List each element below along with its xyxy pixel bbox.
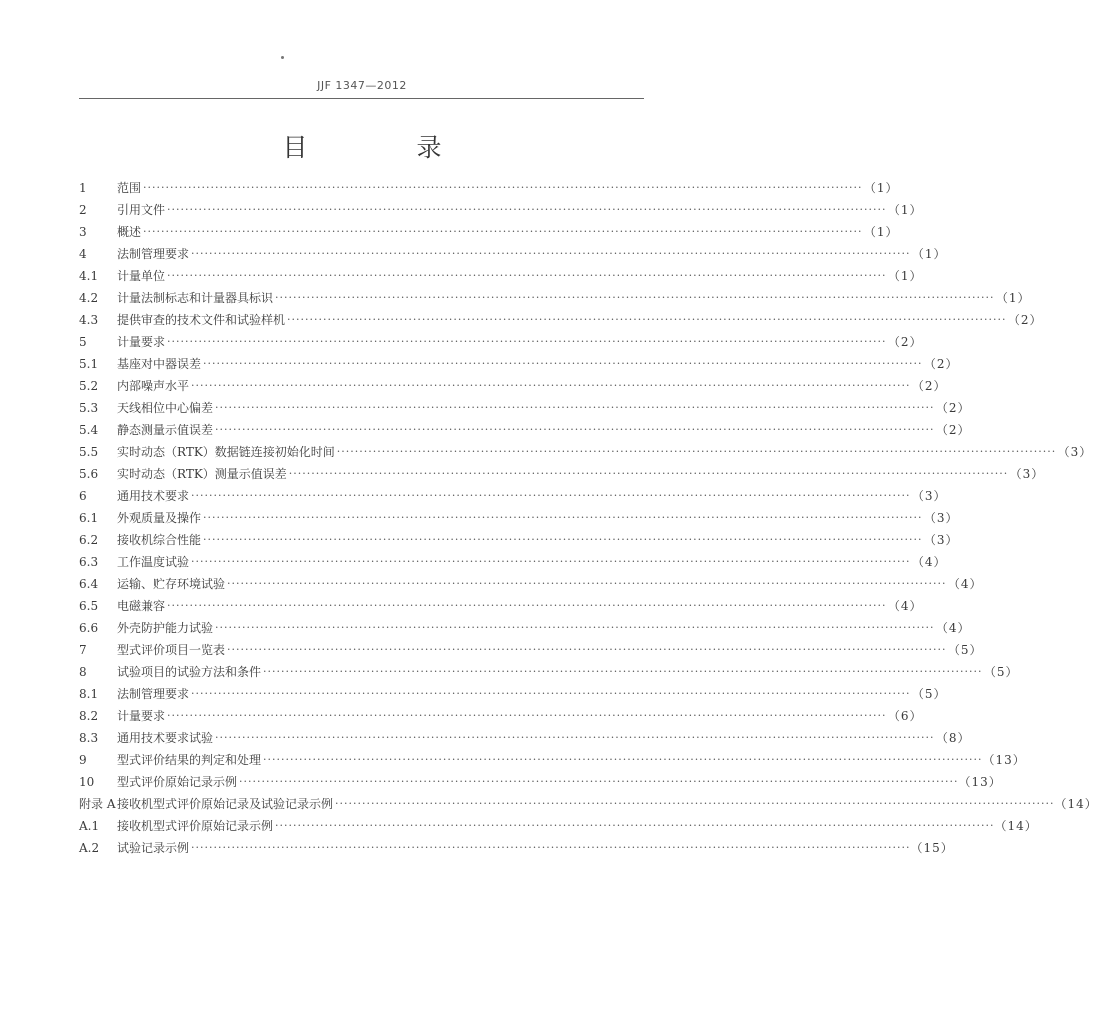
toc-leader-dots: ································································································································································ [275,819,995,832]
toc-leader-dots: ································································································································································ [215,401,935,414]
toc-leader-dots: ································································································································································ [275,291,995,304]
toc-leader-dots: ································································································································································ [191,687,911,700]
toc-entry-number: A.2 [79,841,100,855]
toc-leader-dots: ································································································································································ [203,357,923,370]
toc-entry-page: （4） [947,577,983,591]
toc-entry-number: 5.1 [79,357,99,371]
toc-entry-page: （5） [911,687,947,701]
toc-entry [79,661,1019,683]
toc-entry-title: 外壳防护能力试验 [117,621,214,635]
toc-entry [79,419,971,441]
toc-entry-page: （4） [887,599,923,613]
toc-leader-dots: ································································································································································ [335,797,1055,810]
toc-entry-title: 引用文件 [117,203,166,217]
toc-entry-title: 计量要求 [117,335,166,349]
toc-entry-page: （8） [935,731,971,745]
toc-entry-number: 5.5 [79,445,99,459]
toc-leader-dots: ································································································································································ [203,533,923,546]
toc-entry-title: 法制管理要求 [117,687,190,701]
toc-entry [79,639,983,661]
toc-leader-dots: ································································································································································ [203,511,923,524]
toc-leader-dots: ································································································································································ [143,225,863,238]
toc-entry [79,837,954,859]
toc-entry [79,441,1093,463]
toc-entry-page: （1） [911,247,947,261]
toc-entry [79,309,1043,331]
toc-entry [79,199,923,221]
toc-entry-page: （1） [995,291,1031,305]
toc-entry-number: 5.6 [79,467,99,481]
toc-entry-title: 工作温度试验 [117,555,190,569]
toc-entry-page: （3） [923,533,959,547]
toc-entry-title: 型式评价结果的判定和处理 [117,753,262,767]
toc-entry-title: 法制管理要求 [117,247,190,261]
toc-entry-number: 6.6 [79,621,99,635]
toc-entry-number: 4.2 [79,291,99,305]
toc-entry-number: 8.2 [79,709,99,723]
toc-entry-page: （2） [911,379,947,393]
toc-entry-number: 7 [79,643,87,657]
toc-entry-number: 6.1 [79,511,99,525]
toc-entry-title: 接收机型式评价原始记录示例 [117,819,274,833]
toc-entry [79,529,959,551]
toc-entry-number: 附录 A [79,797,116,811]
toc-entry-title: 基座对中器误差 [117,357,202,371]
toc-entry [79,331,923,353]
toc-entry-number: 6.2 [79,533,99,547]
toc-entry-title: 概述 [117,225,142,239]
toc-entry-page: （3） [1057,445,1093,459]
toc-leader-dots: ································································································································································ [167,709,887,722]
toc-entry-number: 6.4 [79,577,99,591]
toc-entry-number: 8 [79,665,87,679]
toc-entry [79,287,1031,309]
toc-entry-title: 通用技术要求试验 [117,731,214,745]
toc-entry-title: 计量法制标志和计量器具标识 [117,291,274,305]
toc-entry-number: 9 [79,753,87,767]
toc-entry [79,705,923,727]
toc-entry-title: 计量要求 [117,709,166,723]
toc-entry-title: 静态测量示值误差 [117,423,214,437]
toc-entry-page: （5） [947,643,983,657]
toc-entry-title: 接收机型式评价原始记录及试验记录示例 [117,797,334,811]
toc-entry-page: （3） [911,489,947,503]
toc-entry-page: （1） [887,269,923,283]
header-rule [79,98,644,99]
toc-entry [79,397,971,419]
toc-entry-page: （2） [923,357,959,371]
toc-entry-title: 提供审查的技术文件和试验样机 [117,313,286,327]
toc-entry-number: 4.3 [79,313,99,327]
toc-entry-page: （2） [935,423,971,437]
toc-entry-page: （1） [887,203,923,217]
toc-entry-page: （1） [863,225,899,239]
toc-leader-dots: ································································································································································ [143,181,863,194]
toc-entry-title: 试验记录示例 [117,841,190,855]
scan-speck [281,56,284,59]
toc-entry [79,595,923,617]
toc-leader-dots: ································································································································································ [215,621,935,634]
toc-entry [79,573,983,595]
toc-entry [79,485,947,507]
toc-leader-dots: ································································································································································ [263,665,983,678]
toc-entry-title: 试验项目的试验方法和条件 [117,665,262,679]
toc-entry [79,177,899,199]
toc-entry-number: 8.1 [79,687,99,701]
toc-entry [79,463,1045,485]
toc-entry-number: 8.3 [79,731,99,745]
toc-entry-page: （2） [935,401,971,415]
toc-entry [79,815,1038,837]
toc-entry-title: 实时动态（RTK）数据链连接初始化时间 [117,445,335,459]
toc-entry [79,727,971,749]
toc-entry [79,243,947,265]
toc-entry-number: 3 [79,225,87,239]
toc-entry-page: （5） [983,665,1019,679]
toc-entry-title: 型式评价原始记录示例 [117,775,238,789]
toc-entry-number: 5 [79,335,87,349]
toc-entry-title: 外观质量及操作 [117,511,202,525]
toc-entry-number: 1 [79,181,87,195]
toc-leader-dots: ································································································································································ [227,577,947,590]
toc-entry [79,771,1002,793]
toc-entry [79,221,899,243]
toc-entry-number: A.1 [79,819,100,833]
toc-entry [79,683,947,705]
toc-entry-title: 天线相位中心偏差 [117,401,214,415]
toc-leader-dots: ································································································································································ [191,555,911,568]
toc-leader-dots: ································································································································································ [287,313,1007,326]
toc-entry-title: 实时动态（RTK）测量示值误差 [117,467,287,481]
toc-entry-page: （4） [935,621,971,635]
toc-entry-page: （15） [910,841,954,855]
toc-entry-number: 6 [79,489,87,503]
table-of-contents [79,177,1098,859]
toc-entry-title: 通用技术要求 [117,489,190,503]
toc-entry-page: （4） [911,555,947,569]
toc-entry-title: 范围 [117,181,142,195]
toc-leader-dots: ································································································································································ [227,643,947,656]
toc-entry-title: 电磁兼容 [117,599,166,613]
toc-entry-page: （6） [887,709,923,723]
toc-entry [79,617,971,639]
toc-entry-number: 10 [79,775,95,789]
toc-entry-page: （2） [1007,313,1043,327]
toc-entry [79,793,1098,815]
toc-entry-number: 2 [79,203,87,217]
toc-entry [79,265,923,287]
toc-entry-number: 4.1 [79,269,99,283]
toc-entry-page: （14） [994,819,1038,833]
toc-leader-dots: ································································································································································ [191,247,911,260]
toc-entry [79,353,959,375]
toc-entry-number: 5.2 [79,379,99,393]
toc-leader-dots: ································································································································································ [191,379,911,392]
toc-entry-title: 型式评价项目一览表 [117,643,226,657]
toc-leader-dots: ································································································································································ [239,775,959,788]
toc-entry-number: 6.3 [79,555,99,569]
toc-leader-dots: ································································································································································ [191,841,911,854]
toc-leader-dots: ································································································································································ [215,423,935,436]
toc-entry-number: 5.3 [79,401,99,415]
toc-leader-dots: ································································································································································ [167,203,887,216]
toc-entry-page: （3） [923,511,959,525]
toc-entry [79,749,1026,771]
toc-leader-dots: ································································································································································ [167,269,887,282]
toc-entry-title: 计量单位 [117,269,166,283]
toc-entry-page: （14） [1054,797,1098,811]
toc-leader-dots: ································································································································································ [263,753,983,766]
toc-entry-title: 内部噪声水平 [117,379,190,393]
page-title: 目 录 [282,133,484,162]
toc-leader-dots: ································································································································································ [191,489,911,502]
toc-entry [79,375,947,397]
toc-entry-number: 5.4 [79,423,99,437]
toc-leader-dots: ································································································································································ [336,445,1057,458]
toc-entry-page: （1） [863,181,899,195]
toc-leader-dots: ································································································································································ [215,731,935,744]
toc-leader-dots: ································································································································································ [167,335,887,348]
standard-code-header: JJF 1347—2012 [317,79,407,92]
toc-entry-number: 4 [79,247,87,261]
toc-entry-title: 运输、贮存环境试验 [117,577,226,591]
toc-entry-number: 6.5 [79,599,99,613]
toc-leader-dots: ································································································································································ [167,599,887,612]
toc-entry-page: （3） [1009,467,1045,481]
toc-entry-page: （13） [958,775,1002,789]
toc-entry [79,507,959,529]
toc-entry-page: （2） [887,335,923,349]
toc-entry-title: 接收机综合性能 [117,533,202,547]
toc-leader-dots: ································································································································································ [288,467,1009,480]
toc-entry [79,551,947,573]
toc-entry-page: （13） [982,753,1026,767]
